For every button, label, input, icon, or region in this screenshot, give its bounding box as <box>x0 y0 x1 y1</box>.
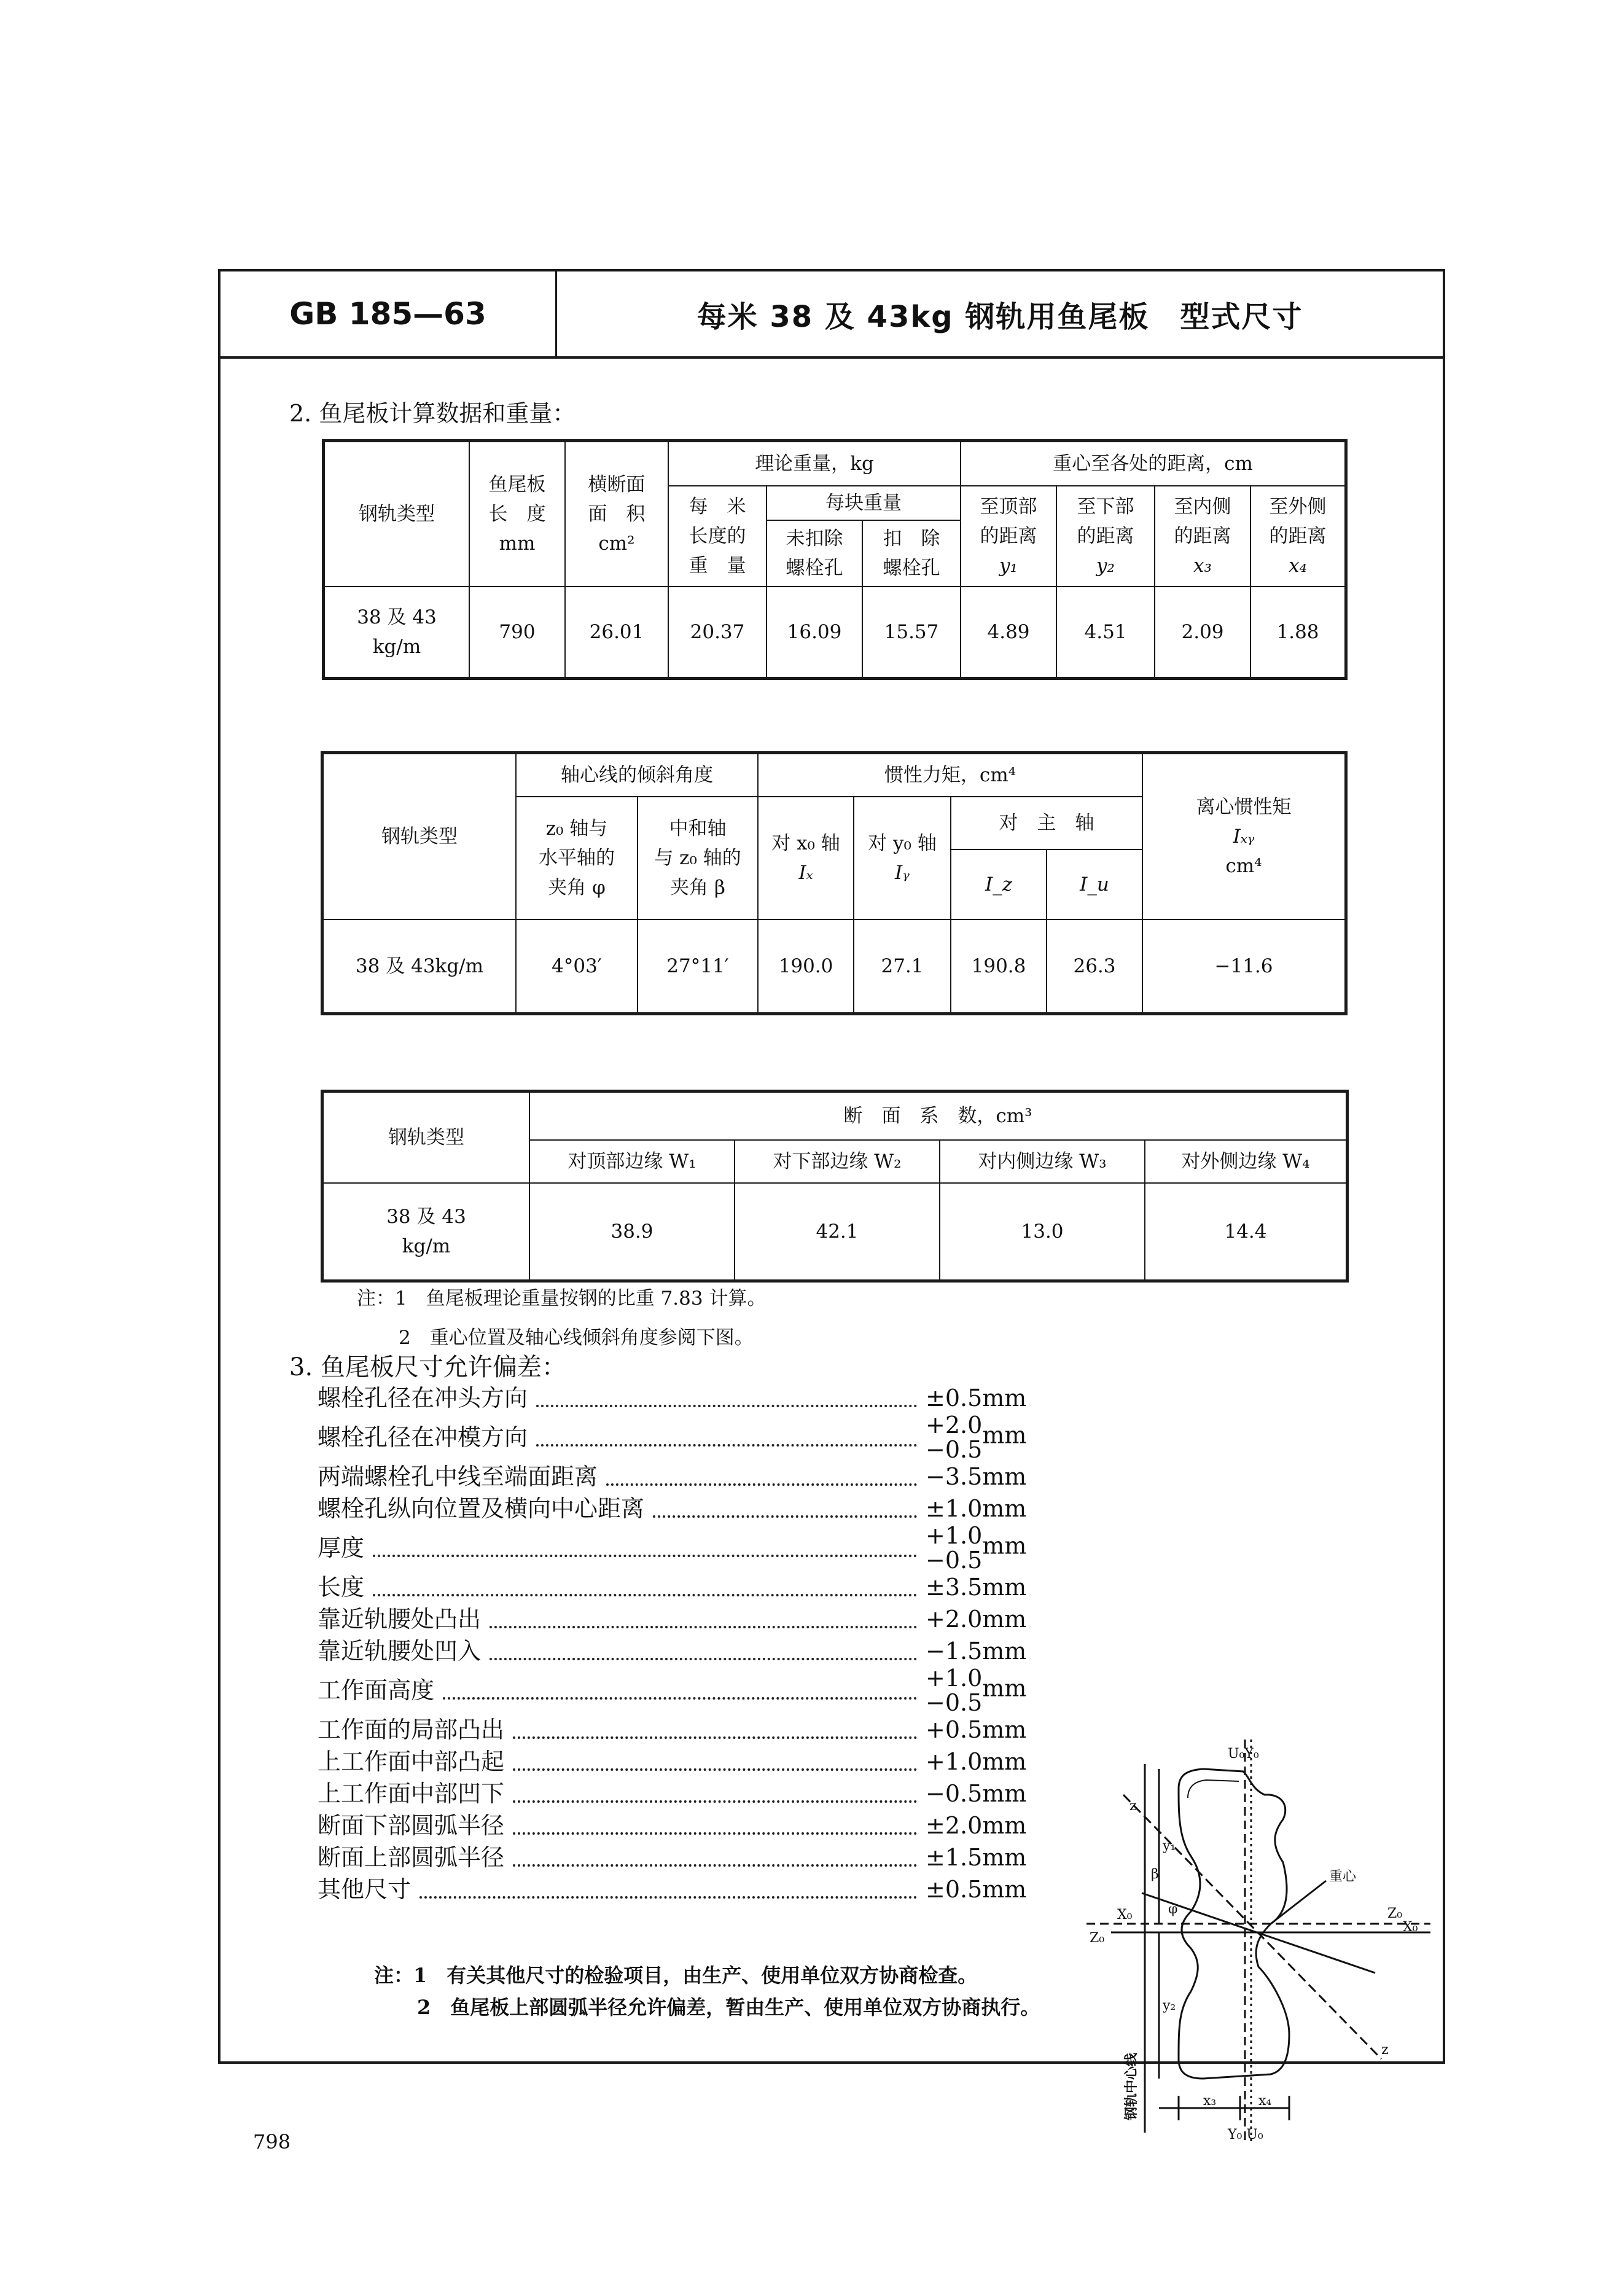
list-item: 两端螺栓孔中线至端面距离 −3.5mm <box>318 1463 1027 1490</box>
fig-x4: x₄ <box>1258 2093 1272 2109</box>
cell-rail-type: 38 及 43 kg/m <box>324 587 469 677</box>
fig-rail-centerline-label: 钢轨中心线 <box>1123 2052 1139 2120</box>
th-rail-type-3: 钢轨类型 <box>323 1092 529 1183</box>
cell-w3: 13.0 <box>940 1183 1145 1280</box>
th-y2: 至下部 的距离 y₂ <box>1056 486 1155 587</box>
cell-weight-per-meter: 20.37 <box>668 587 767 677</box>
table-calc-weight <box>324 441 1346 678</box>
th-minus-hole: 扣 除 螺栓孔 <box>862 520 961 587</box>
th-phi: z₀ 轴与 水平轴的 夹角 φ <box>516 797 638 920</box>
fig-x3: x₃ <box>1203 2093 1217 2109</box>
cell-x3: 2.09 <box>1155 587 1250 677</box>
cell-no-hole: 16.09 <box>767 587 862 677</box>
list-item: 断面上部圆弧半径 ±1.5mm <box>318 1844 1027 1871</box>
section-3-title: 3. 鱼尾板尺寸允许偏差： <box>289 1353 566 1381</box>
th-area: 横断面 面 积 cm² <box>565 442 668 587</box>
list-item: 上工作面中部凸起 +1.0mm <box>318 1748 1027 1775</box>
note-2: 2 重心位置及轴心线倾斜角度参阅下图。 <box>399 1327 754 1349</box>
cell-phi: 4°03′ <box>516 920 638 1013</box>
cell-rail-type: 38 及 43 kg/m <box>323 1183 529 1280</box>
th-rail-type-2: 钢轨类型 <box>323 754 516 920</box>
cell-iz: 190.8 <box>951 920 1047 1013</box>
list-item: 螺栓孔径在冲模方向 +2.0 −0.5 mm <box>318 1412 1027 1463</box>
section-3-notes <box>374 1959 1040 2023</box>
th-cg-distance: 重心至各处的距离，cm <box>961 442 1345 486</box>
th-iu: I_u <box>1047 849 1142 920</box>
note-1: 注：1 有关其他尺寸的检验项目，由生产、使用单位双方协商检查。 <box>374 1964 978 1987</box>
th-weight-per-meter: 每 米 长度的 重 量 <box>668 486 767 587</box>
th-theoretical-weight: 理论重量，kg <box>668 442 961 486</box>
th-x3: 至内侧 的距离 x₃ <box>1155 486 1250 587</box>
th-ixy: 离心惯性矩 Iₓᵧ cm⁴ <box>1142 754 1345 920</box>
fishplate-section-figure <box>1086 1740 1430 2145</box>
cell-x4: 1.88 <box>1250 587 1345 677</box>
section-2-notes <box>357 1279 766 1357</box>
list-item: 靠近轨腰处凸出 +2.0mm <box>318 1606 1027 1633</box>
header <box>220 271 1443 359</box>
cell-ixy: −11.6 <box>1142 920 1345 1013</box>
table-section-modulus <box>322 1091 1347 1281</box>
th-x4: 至外侧 的距离 x₄ <box>1250 486 1345 587</box>
list-item: 靠近轨腰处凹入 −1.5mm <box>318 1638 1027 1665</box>
fig-x0-left: X₀ <box>1117 1907 1133 1923</box>
cell-w2: 42.1 <box>735 1183 940 1280</box>
table-row <box>324 587 1345 677</box>
th-main-axis: 对 主 轴 <box>951 797 1142 849</box>
fig-y1: y₁ <box>1163 1838 1176 1854</box>
list-item: 长度 ±3.5mm <box>318 1574 1027 1601</box>
th-no-hole: 未扣除 螺栓孔 <box>767 520 862 587</box>
list-item: 螺栓孔径在冲头方向 ±0.5mm <box>318 1384 1027 1412</box>
th-w3: 对内侧边缘 W₃ <box>940 1140 1145 1183</box>
fig-top-label: U₀Y₀ <box>1228 1746 1259 1762</box>
fig-y2: y₂ <box>1163 1998 1176 2013</box>
fig-cg-label: 重心 <box>1329 1869 1357 1884</box>
cell-iy: 27.1 <box>854 920 951 1013</box>
list-item: 厚度 +1.0 −0.5 mm <box>318 1522 1027 1574</box>
th-rail-type: 钢轨类型 <box>324 442 469 587</box>
th-piece-weight: 每块重量 <box>767 486 961 520</box>
th-iy: 对 y₀ 轴 Iᵧ <box>854 797 951 920</box>
fig-z0-right: Z₀ <box>1387 1906 1403 1921</box>
cell-rail-type: 38 及 43kg/m <box>323 920 516 1013</box>
th-section-modulus: 断 面 系 数，cm³ <box>529 1092 1346 1140</box>
table-row <box>323 1183 1346 1280</box>
cell-ix: 190.0 <box>758 920 854 1013</box>
cell-w4: 14.4 <box>1145 1183 1346 1280</box>
table-inertia <box>322 753 1346 1013</box>
th-iz: I_z <box>951 849 1047 920</box>
th-axis-angle: 轴心线的倾斜角度 <box>516 754 758 797</box>
list-item: 其他尺寸 ±0.5mm <box>318 1876 1027 1903</box>
list-item: 上工作面中部凹下 −0.5mm <box>318 1780 1027 1807</box>
page-title: 每米 38 及 43kg 钢轨用鱼尾板 型式尺寸 <box>696 299 1303 334</box>
section-2-title: 2. 鱼尾板计算数据和重量： <box>289 400 576 427</box>
table-row <box>323 920 1345 1013</box>
page-number: 798 <box>253 2130 291 2153</box>
cell-y1: 4.89 <box>961 587 1056 677</box>
note-2: 2 鱼尾板上部圆弧半径允许偏差，暂由生产、使用单位双方协商执行。 <box>417 1996 1040 2019</box>
fig-x0-right: X₀ <box>1403 1919 1418 1935</box>
cell-y2: 4.51 <box>1056 587 1155 677</box>
cell-iu: 26.3 <box>1047 920 1142 1013</box>
th-w2: 对下部边缘 W₂ <box>735 1140 940 1183</box>
list-item: 螺栓孔纵向位置及横向中心距离 ±1.0mm <box>318 1495 1027 1522</box>
th-beta: 中和轴 与 z₀ 轴的 夹角 β <box>638 797 758 920</box>
th-length: 鱼尾板 长 度 mm <box>469 442 565 587</box>
list-item: 工作面高度 +1.0 −0.5 mm <box>318 1665 1027 1716</box>
th-w1: 对顶部边缘 W₁ <box>529 1140 735 1183</box>
list-item: 断面下部圆弧半径 ±2.0mm <box>318 1812 1027 1839</box>
th-y1: 至顶部 的距离 y₁ <box>961 486 1056 587</box>
th-ix: 对 x₀ 轴 Iₓ <box>758 797 854 920</box>
list-item: 工作面的局部凸出 +0.5mm <box>318 1716 1027 1743</box>
cell-area: 26.01 <box>565 587 668 677</box>
cell-minus-hole: 15.57 <box>862 587 961 677</box>
fig-z0-left: Z₀ <box>1090 1931 1105 1946</box>
th-w4: 对外侧边缘 W₄ <box>1145 1140 1346 1183</box>
th-inertia-moment: 惯性力矩，cm⁴ <box>758 754 1142 797</box>
fig-phi: φ <box>1168 1902 1178 1917</box>
cell-beta: 27°11′ <box>638 920 758 1013</box>
note-1: 注：1 鱼尾板理论重量按钢的比重 7.83 计算。 <box>357 1287 767 1310</box>
cell-w1: 38.9 <box>529 1183 735 1280</box>
fig-bottom-label: Y₀ U₀ <box>1228 2127 1263 2142</box>
standard-code: GB 185—63 <box>220 271 557 356</box>
cell-length: 790 <box>469 587 565 677</box>
tolerance-list <box>318 1382 1055 1905</box>
fig-beta: β <box>1151 1867 1159 1882</box>
fig-z-top: z <box>1129 1798 1137 1814</box>
fig-z-bottom: z <box>1381 2042 1389 2058</box>
